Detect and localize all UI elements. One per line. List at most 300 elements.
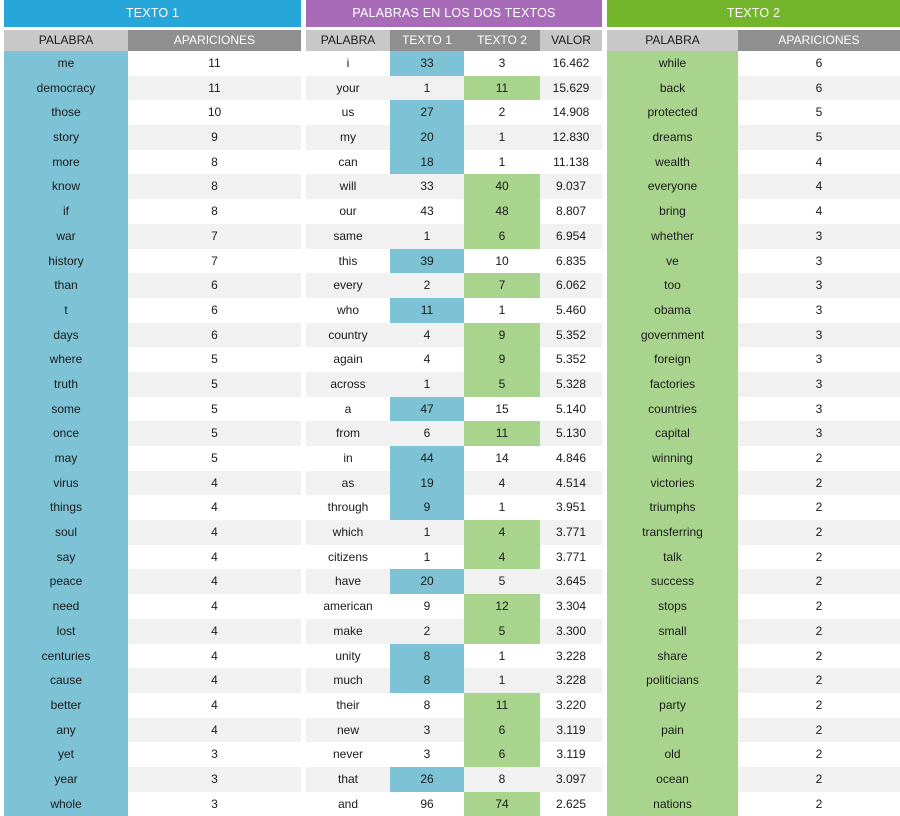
table-row [306, 471, 602, 496]
word-cell: soul [4, 520, 128, 545]
valor-cell: 16.462 [552, 56, 590, 70]
word-cell: my [340, 130, 356, 145]
count-cell: 4 [211, 599, 218, 614]
valor-cell: 3.304 [555, 599, 587, 614]
texto1-panel [4, 0, 301, 816]
texto2-count-cell: 1 [498, 154, 506, 169]
word-cell: yet [4, 742, 128, 767]
texto1-count-cell: 27 [390, 100, 464, 125]
word-cell: once [4, 421, 128, 446]
table-row [4, 446, 301, 471]
texto2-count-cell: 2 [498, 105, 506, 120]
count-cell: 2 [815, 549, 823, 564]
word-cell: victories [607, 471, 738, 496]
texto1-count-cell: 18 [390, 150, 464, 175]
count-cell: 5 [211, 401, 218, 416]
table-row [4, 150, 301, 175]
table-row [306, 273, 602, 298]
texto1-title: TEXTO 1 [4, 0, 301, 27]
valor-cell: 4.514 [555, 475, 587, 490]
valor-cell: 6.835 [555, 253, 587, 268]
table-row [306, 224, 602, 249]
table-row [607, 421, 900, 446]
texto1-count-cell: 1 [423, 376, 431, 391]
table-row [4, 76, 301, 101]
texto1-table-body [4, 51, 301, 816]
texto1-count-cell: 43 [420, 204, 434, 219]
valor-cell: 6.954 [555, 228, 587, 243]
table-row [4, 668, 301, 693]
count-cell: 2 [815, 648, 823, 663]
texto2-count-cell: 1 [498, 302, 506, 317]
count-cell: 2 [815, 722, 823, 737]
texto1-count-cell: 96 [420, 796, 434, 811]
word-cell: have [334, 574, 362, 589]
table-row [4, 742, 301, 767]
word-cell: triumphs [607, 495, 738, 520]
table-row [607, 174, 900, 199]
word-cell: too [607, 273, 738, 298]
count-cell: 3 [815, 253, 823, 268]
word-cell: which [332, 525, 364, 540]
table-row [306, 594, 602, 619]
count-cell: 4 [211, 475, 218, 490]
valor-cell: 5.328 [555, 376, 587, 391]
valor-cell: 3.645 [555, 574, 587, 589]
word-cell: t [4, 298, 128, 323]
table-row [306, 545, 602, 570]
table-row [4, 298, 301, 323]
table-row [306, 446, 602, 471]
word-cell: ve [607, 249, 738, 274]
word-cell: war [4, 224, 128, 249]
texto1-count-cell: 3 [423, 747, 431, 762]
count-cell: 3 [815, 401, 823, 416]
texto2-column-headers [607, 30, 900, 51]
count-cell: 11 [208, 80, 221, 95]
count-cell: 4 [211, 673, 218, 688]
word-cell: may [4, 446, 128, 471]
word-cell: new [336, 722, 359, 737]
valor-cell: 5.140 [555, 401, 587, 416]
table-row [4, 224, 301, 249]
word-cell: government [607, 323, 738, 348]
both-header-texto1: TEXTO 1 [390, 30, 464, 51]
valor-cell: 5.130 [555, 426, 587, 441]
count-cell: 4 [815, 204, 823, 219]
count-cell: 8 [211, 179, 218, 194]
texto1-count-cell: 33 [420, 179, 434, 194]
count-cell: 9 [211, 130, 218, 145]
texto1-count-cell: 9 [390, 495, 464, 520]
table-row [4, 767, 301, 792]
word-cell: say [4, 545, 128, 570]
word-cell: talk [607, 545, 738, 570]
word-cell: transferring [607, 520, 738, 545]
table-row [607, 323, 900, 348]
texto2-count-cell: 40 [464, 174, 540, 199]
valor-cell: 3.300 [555, 623, 587, 638]
word-cell: country [328, 327, 368, 342]
texto1-count-cell: 19 [390, 471, 464, 496]
table-row [607, 249, 900, 274]
table-row [306, 718, 602, 743]
count-cell: 4 [815, 179, 823, 194]
count-cell: 2 [815, 574, 823, 589]
both-title: PALABRAS EN LOS DOS TEXTOS [306, 0, 602, 27]
word-cell: that [337, 771, 358, 786]
table-row [4, 125, 301, 150]
table-row [306, 125, 602, 150]
texto2-count-cell: 12 [464, 594, 540, 619]
texto2-count-cell: 1 [498, 500, 506, 515]
word-cell: year [4, 767, 128, 792]
texto2-count-cell: 10 [495, 253, 509, 268]
count-cell: 6 [815, 56, 823, 70]
count-cell: 4 [211, 549, 218, 564]
word-cell: same [333, 228, 363, 243]
table-row [306, 767, 602, 792]
table-row [4, 644, 301, 669]
count-cell: 5 [211, 376, 218, 391]
count-cell: 2 [815, 673, 823, 688]
count-cell: 3 [815, 278, 823, 293]
table-row [607, 594, 900, 619]
texto1-count-cell: 4 [423, 352, 431, 367]
table-row [306, 644, 602, 669]
valor-cell: 8.807 [555, 204, 587, 219]
word-cell: every [333, 278, 363, 293]
texto1-count-cell: 4 [423, 327, 431, 342]
word-cell: old [607, 742, 738, 767]
table-row [306, 397, 602, 422]
count-cell: 2 [815, 475, 823, 490]
texto2-count-cell: 15 [495, 401, 509, 416]
texto1-count-cell: 11 [390, 298, 464, 323]
count-cell: 3 [211, 747, 218, 762]
texto2-count-cell: 4 [464, 545, 540, 570]
table-row [306, 520, 602, 545]
word-cell: and [337, 796, 359, 811]
table-row [607, 372, 900, 397]
word-cell: american [323, 599, 373, 614]
table-row [306, 668, 602, 693]
word-cell: our [339, 204, 357, 219]
count-cell: 7 [211, 253, 218, 268]
table-row [607, 446, 900, 471]
texto1-count-cell: 20 [390, 125, 464, 150]
table-row [4, 273, 301, 298]
word-cell: whether [607, 224, 738, 249]
word-cell: centuries [4, 644, 128, 669]
word-cell: as [341, 475, 355, 490]
valor-cell: 11.138 [553, 154, 589, 169]
texto2-count-cell: 48 [464, 199, 540, 224]
count-cell: 8 [211, 204, 218, 219]
count-cell: 3 [815, 228, 823, 243]
table-row [607, 51, 900, 76]
table-row [4, 718, 301, 743]
count-cell: 3 [211, 771, 218, 786]
word-cell: capital [607, 421, 738, 446]
valor-cell: 4.846 [555, 451, 587, 465]
count-cell: 4 [211, 697, 218, 712]
word-cell: ocean [607, 767, 738, 792]
valor-cell: 12.830 [552, 130, 590, 145]
table-row [4, 619, 301, 644]
word-cell: protected [607, 100, 738, 125]
word-cell: us [341, 105, 355, 120]
valor-cell: 3.228 [555, 673, 587, 688]
texto1-count-cell: 1 [423, 80, 431, 95]
texto1-column-headers [4, 30, 301, 51]
texto2-count-cell: 11 [464, 76, 540, 101]
table-row [607, 298, 900, 323]
word-cell: virus [4, 471, 128, 496]
table-row [607, 199, 900, 224]
count-cell: 3 [815, 376, 823, 391]
table-row [4, 545, 301, 570]
both-panel [306, 0, 602, 816]
count-cell: 2 [815, 796, 823, 811]
table-row [306, 76, 602, 101]
table-row [607, 545, 900, 570]
word-cell: those [4, 100, 128, 125]
word-cell: citizens [327, 549, 368, 564]
count-cell: 4 [211, 525, 218, 540]
word-cell: winning [607, 446, 738, 471]
word-cell: need [4, 594, 128, 619]
table-row [306, 372, 602, 397]
texto2-count-cell: 1 [498, 648, 506, 663]
texto2-count-cell: 9 [464, 323, 540, 348]
texto2-table-body [607, 51, 900, 816]
word-cell: truth [4, 372, 128, 397]
table-row [306, 347, 602, 372]
word-cell: more [4, 150, 128, 175]
table-row [607, 742, 900, 767]
word-cell: will [339, 179, 357, 194]
word-cell: i [346, 56, 350, 70]
texto2-count-cell: 8 [498, 771, 506, 786]
table-row [306, 199, 602, 224]
texto1-count-cell: 1 [423, 549, 431, 564]
count-cell: 3 [815, 327, 823, 342]
word-cell: stops [607, 594, 738, 619]
table-row [4, 347, 301, 372]
valor-cell: 3.220 [555, 697, 587, 712]
count-cell: 2 [815, 747, 823, 762]
word-cell: obama [607, 298, 738, 323]
count-cell: 6 [815, 80, 823, 95]
word-cell: while [607, 51, 738, 76]
word-cell: make [333, 623, 363, 638]
table-row [4, 397, 301, 422]
count-cell: 3 [815, 426, 823, 441]
table-row [306, 792, 602, 816]
word-cell: whole [4, 792, 128, 816]
table-row [607, 520, 900, 545]
texto1-count-cell: 8 [390, 644, 464, 669]
texto1-count-cell: 2 [423, 623, 431, 638]
word-cell: a [344, 401, 352, 416]
count-cell: 2 [815, 451, 823, 465]
count-cell: 2 [815, 697, 823, 712]
table-row [607, 397, 900, 422]
texto2-count-cell: 74 [464, 792, 540, 816]
valor-cell: 5.460 [555, 302, 587, 317]
texto2-count-cell: 1 [498, 673, 506, 688]
table-row [607, 619, 900, 644]
table-row [306, 323, 602, 348]
word-cell: better [4, 693, 128, 718]
table-row [306, 150, 602, 175]
count-cell: 2 [815, 599, 823, 614]
word-cell: again [333, 352, 363, 367]
word-cell: success [607, 569, 738, 594]
word-cell: this [338, 253, 358, 268]
table-row [4, 792, 301, 816]
valor-cell: 3.951 [555, 500, 587, 515]
table-row [4, 249, 301, 274]
table-row [4, 174, 301, 199]
texto1-count-cell: 6 [423, 426, 431, 441]
word-cell: if [4, 199, 128, 224]
count-cell: 2 [815, 525, 823, 540]
table-row [607, 76, 900, 101]
table-row [4, 594, 301, 619]
count-cell: 2 [815, 500, 823, 515]
word-cell: through [327, 500, 369, 515]
table-row [607, 767, 900, 792]
texto2-count-cell: 11 [464, 693, 540, 718]
table-row [306, 249, 602, 274]
table-row [607, 792, 900, 816]
word-cell: some [4, 397, 128, 422]
texto1-count-cell: 1 [423, 525, 431, 540]
word-cell: bring [607, 199, 738, 224]
texto1-count-cell: 8 [390, 668, 464, 693]
count-cell: 3 [211, 796, 218, 811]
texto2-count-cell: 11 [464, 421, 540, 446]
word-cell: unity [335, 648, 361, 663]
both-header-texto2: TEXTO 2 [464, 30, 540, 51]
texto1-count-cell: 1 [423, 228, 431, 243]
valor-cell: 3.097 [555, 771, 587, 786]
table-row [607, 495, 900, 520]
word-cell: things [4, 495, 128, 520]
valor-cell: 3.119 [556, 747, 586, 762]
word-cell: any [4, 718, 128, 743]
valor-cell: 3.771 [555, 525, 587, 540]
valor-cell: 14.908 [552, 105, 590, 120]
texto2-count-cell: 14 [495, 451, 509, 465]
word-cell: cause [4, 668, 128, 693]
word-cell: peace [4, 569, 128, 594]
count-cell: 4 [211, 623, 218, 638]
texto1-count-cell: 2 [423, 278, 431, 293]
table-row [306, 569, 602, 594]
word-cell: across [330, 376, 366, 391]
table-row [4, 100, 301, 125]
valor-cell: 5.352 [555, 352, 587, 367]
texto2-count-cell: 4 [498, 475, 506, 490]
texto1-header-palabra: PALABRA [4, 30, 128, 51]
word-cell: your [336, 80, 360, 95]
word-cell: democracy [4, 76, 128, 101]
count-cell: 8 [211, 154, 218, 169]
table-row [607, 668, 900, 693]
texto1-count-cell: 47 [390, 397, 464, 422]
count-cell: 2 [815, 623, 823, 638]
word-cell: in [343, 451, 353, 465]
table-row [607, 100, 900, 125]
texto1-count-cell: 33 [390, 51, 464, 76]
table-row [4, 520, 301, 545]
texto2-count-cell: 9 [464, 347, 540, 372]
texto2-count-cell: 4 [464, 520, 540, 545]
word-cell: share [607, 644, 738, 669]
table-row [306, 495, 602, 520]
word-cell: days [4, 323, 128, 348]
texto2-count-cell: 6 [464, 224, 540, 249]
table-row [607, 569, 900, 594]
table-row [607, 693, 900, 718]
table-row [306, 100, 602, 125]
texto1-count-cell: 9 [423, 599, 431, 614]
word-cell: countries [607, 397, 738, 422]
word-cell: much [333, 673, 363, 688]
count-cell: 5 [211, 426, 218, 441]
word-cell: lost [4, 619, 128, 644]
word-cell: dreams [607, 125, 738, 150]
texto2-count-cell: 6 [464, 742, 540, 767]
count-cell: 6 [211, 327, 218, 342]
texto1-count-cell: 20 [390, 569, 464, 594]
table-row [607, 718, 900, 743]
word-cell: back [607, 76, 738, 101]
count-cell: 6 [211, 302, 218, 317]
texto2-count-cell: 5 [464, 619, 540, 644]
table-row [4, 421, 301, 446]
table-row [607, 224, 900, 249]
table-row [4, 199, 301, 224]
valor-cell: 9.037 [555, 179, 587, 194]
texto2-count-cell: 7 [464, 273, 540, 298]
word-cell: can [338, 154, 358, 169]
table-row [306, 421, 602, 446]
word-cell: pain [607, 718, 738, 743]
valor-cell: 5.352 [555, 327, 587, 342]
word-cell: everyone [607, 174, 738, 199]
both-header-palabra: PALABRA [306, 30, 390, 51]
word-cell: their [336, 697, 360, 712]
table-row [607, 273, 900, 298]
word-cell: never [332, 747, 364, 762]
word-cell: party [607, 693, 738, 718]
count-cell: 5 [211, 451, 218, 465]
table-row [4, 372, 301, 397]
table-row [306, 298, 602, 323]
valor-cell: 2.625 [555, 796, 587, 811]
table-row [306, 51, 602, 76]
texto2-header-apariciones: APARICIONES [738, 30, 900, 51]
count-cell: 3 [815, 302, 823, 317]
table-row [607, 347, 900, 372]
table-row [607, 471, 900, 496]
table-row [4, 471, 301, 496]
word-cell: foreign [607, 347, 738, 372]
